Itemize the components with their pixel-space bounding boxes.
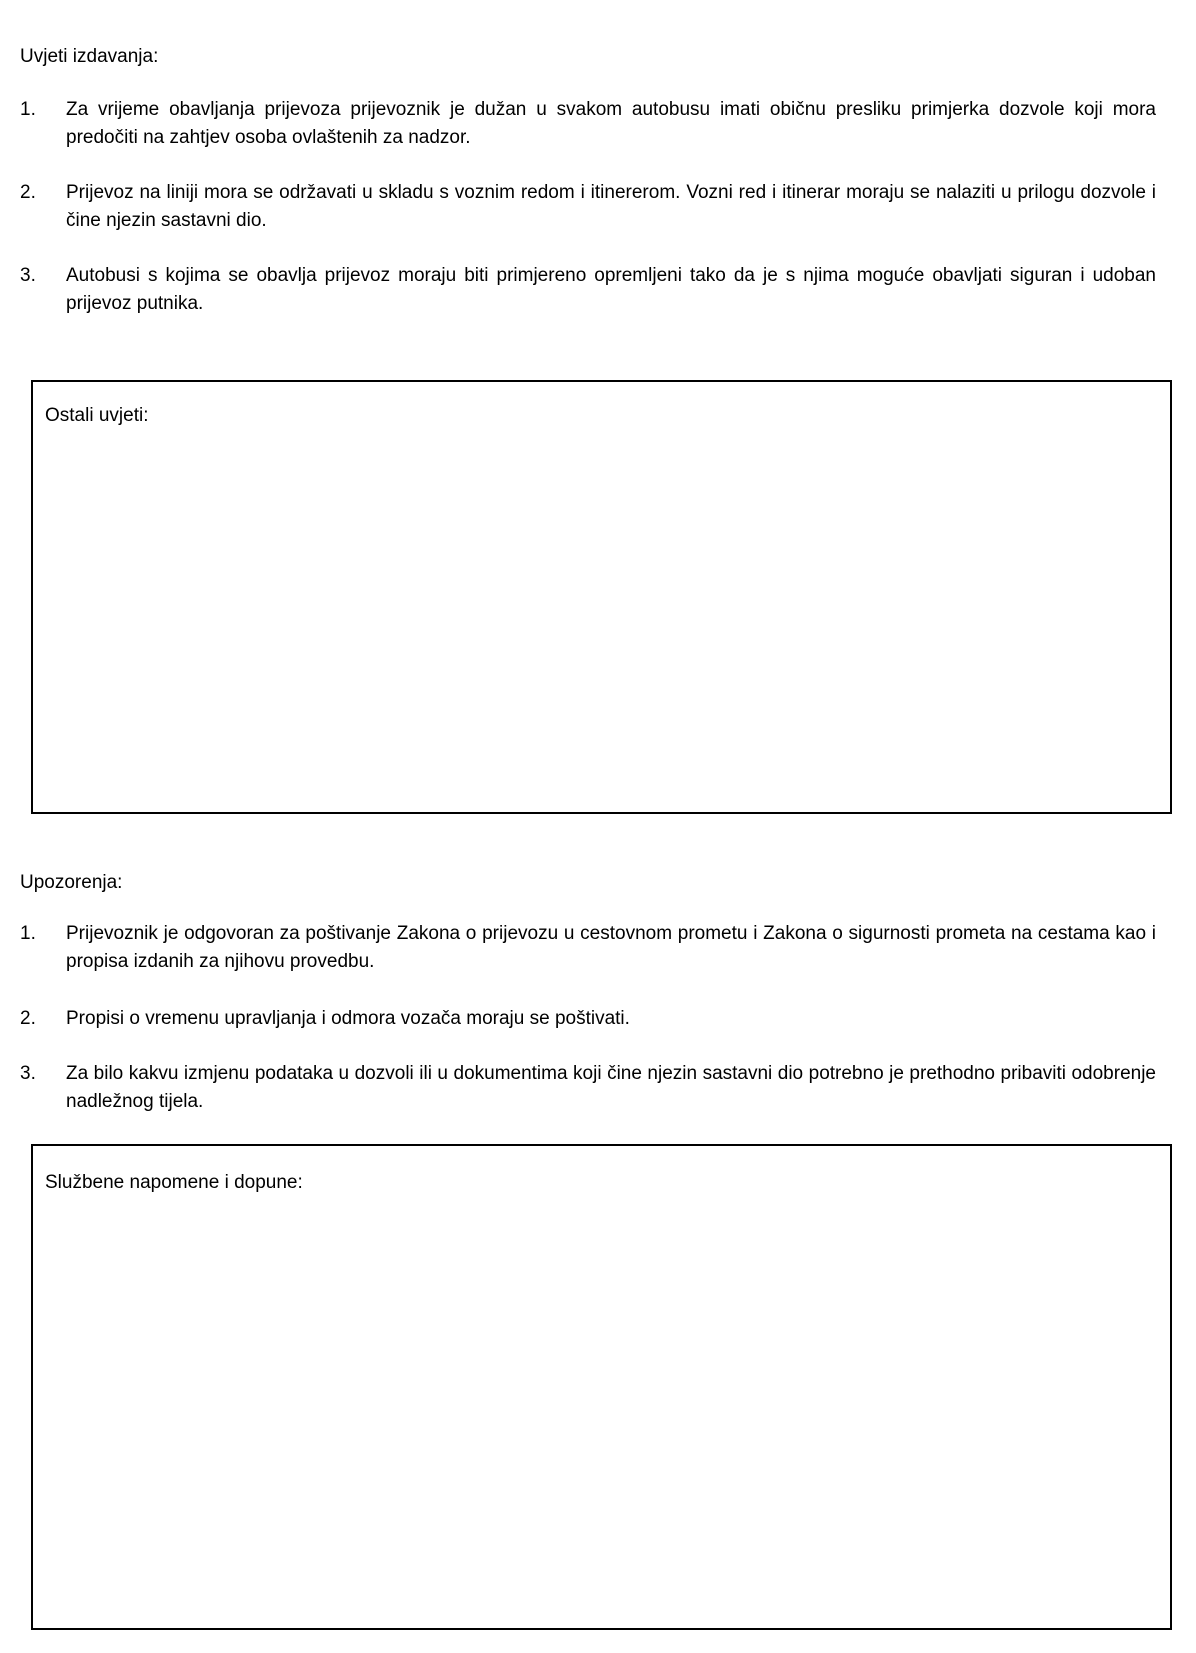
item-text: Za bilo kakvu izmjenu podataka u dozvoli ili u dokumentima koji čine njezin sastavni dio potrebno je prethodno pribaviti odobrenje nadležnog tijela.	[66, 1063, 1156, 1112]
item-text: Prijevoz na liniji mora se održavati u skladu s voznim redom i itinererom. Vozni red i itinerar moraju se nalaziti u prilogu dozvole i čine njezin sastavni dio.	[66, 182, 1156, 231]
warning-item-3	[0, 1060, 1196, 1116]
item-text: Prijevoznik je odgovoran za poštivanje Zakona o prijevozu u cestovnom prometu i Zakona o sigurnosti prometa na cestama kao i propisa izdanih za njihovu provedbu.	[66, 923, 1156, 972]
item-number: 2.	[20, 182, 36, 203]
other-conditions-box	[31, 380, 1172, 814]
item-text: Za vrijeme obavljanja prijevoza prijevoznik je dužan u svakom autobusu imati običnu presliku primjerka dozvole koji mora predočiti na zahtjev osoba ovlaštenih za nadzor.	[66, 99, 1156, 148]
issuing-condition-item-1	[0, 96, 1196, 152]
issuing-conditions-heading: Uvjeti izdavanja:	[20, 46, 159, 67]
warning-item-1	[0, 920, 1196, 976]
item-number: 2.	[20, 1008, 36, 1029]
issuing-condition-item-3	[0, 262, 1196, 318]
official-notes-label: Službene napomene i dopune:	[45, 1172, 303, 1193]
item-number: 3.	[20, 1063, 36, 1084]
item-number: 1.	[20, 99, 36, 120]
item-number: 3.	[20, 265, 36, 286]
warnings-heading: Upozorenja:	[20, 872, 123, 893]
item-text: Autobusi s kojima se obavlja prijevoz moraju biti primjereno opremljeni tako da je s njima moguće obavljati siguran i udoban prijevoz putnika.	[66, 265, 1156, 314]
item-number: 1.	[20, 923, 36, 944]
official-notes-box	[31, 1144, 1172, 1630]
item-text: Propisi o vremenu upravljanja i odmora vozača moraju se poštivati.	[66, 1008, 630, 1029]
other-conditions-label: Ostali uvjeti:	[45, 405, 149, 426]
warning-item-2	[0, 1005, 1196, 1033]
issuing-condition-item-2	[0, 179, 1196, 235]
